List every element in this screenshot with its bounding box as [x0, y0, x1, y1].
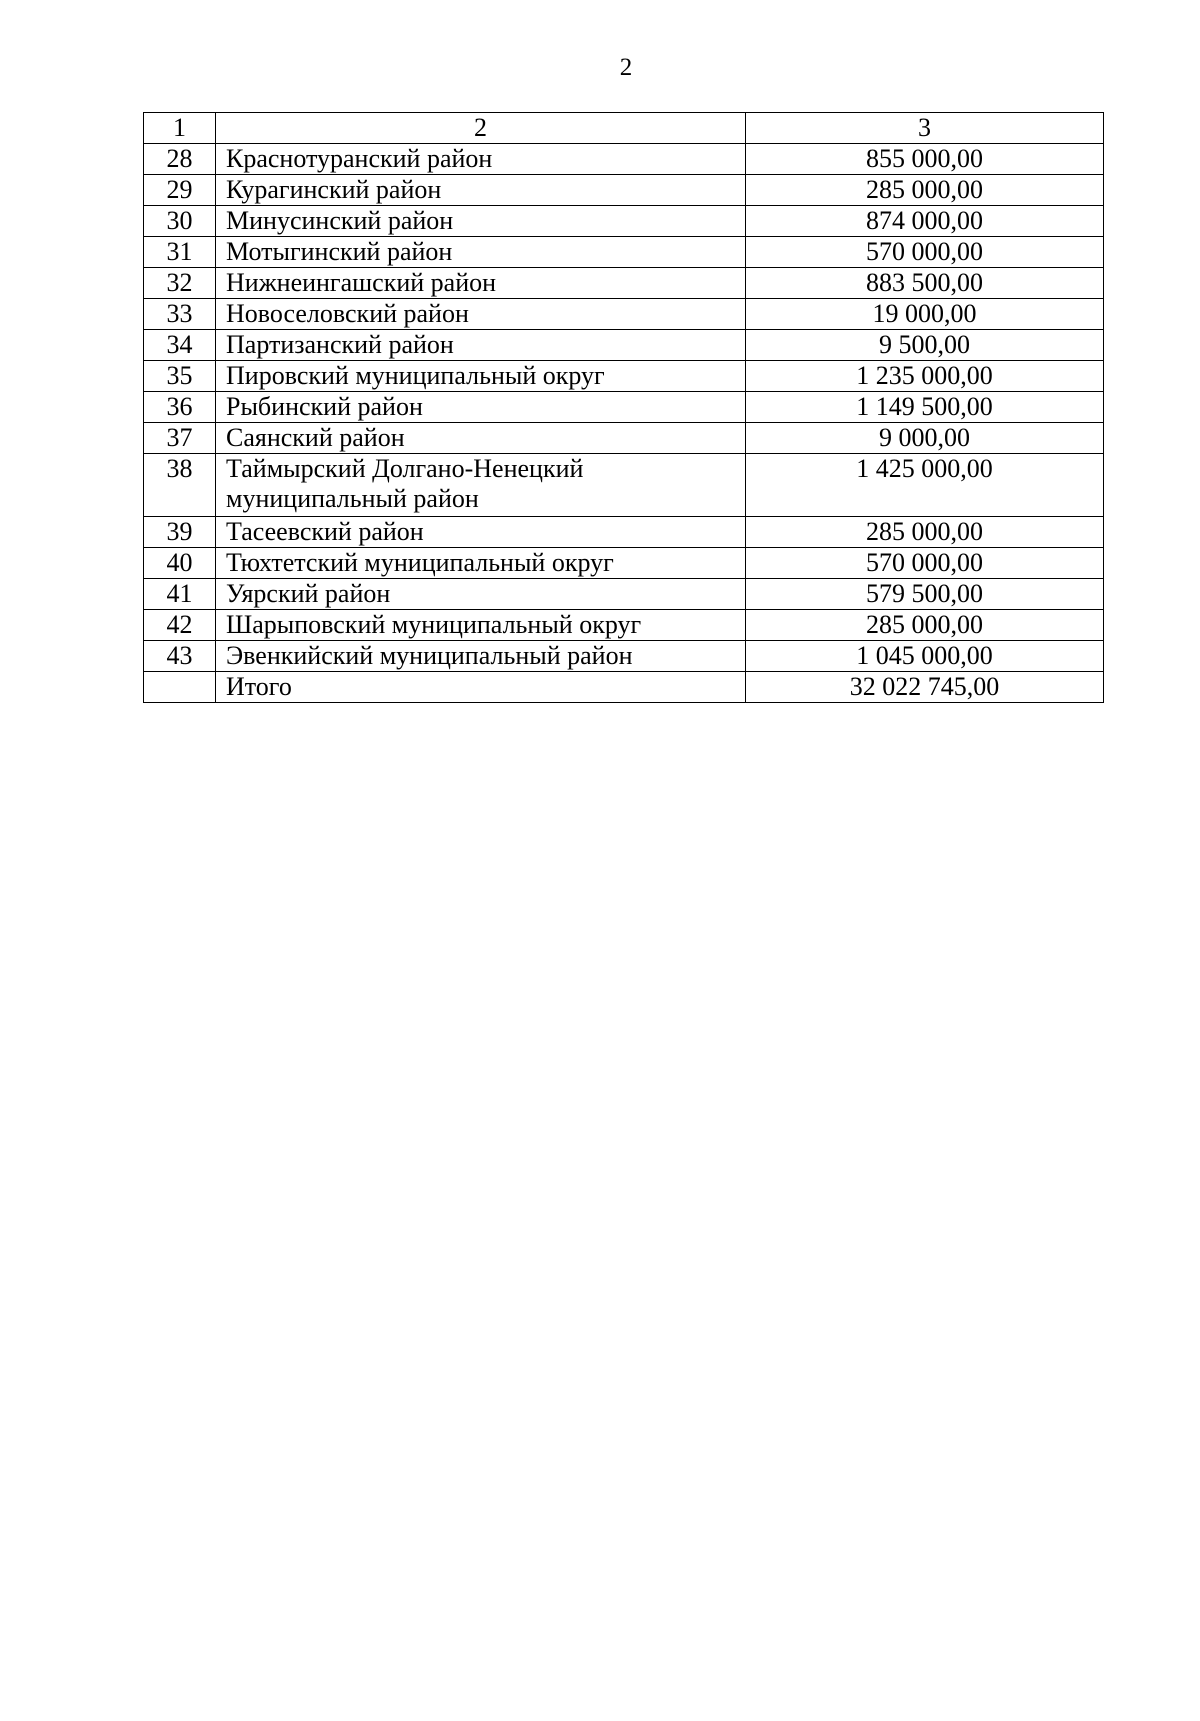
amount-value: 1 235 000,00	[746, 361, 1104, 392]
amount-value: 285 000,00	[746, 175, 1104, 206]
amount-value: 1 149 500,00	[746, 392, 1104, 423]
table-row	[144, 517, 1104, 548]
total-label: Итого	[216, 672, 746, 703]
table-row	[144, 299, 1104, 330]
allocation-table	[143, 112, 1104, 703]
amount-value: 579 500,00	[746, 579, 1104, 610]
table-row	[144, 237, 1104, 268]
amount-value: 9 000,00	[746, 423, 1104, 454]
table-header-row	[144, 113, 1104, 144]
row-number: 29	[144, 175, 216, 206]
amount-value: 285 000,00	[746, 610, 1104, 641]
total-row-number	[144, 672, 216, 703]
amount-value: 19 000,00	[746, 299, 1104, 330]
district-name: Нижнеингашский район	[216, 268, 746, 299]
table-row	[144, 361, 1104, 392]
table-row	[144, 641, 1104, 672]
table-row	[144, 175, 1104, 206]
district-name: Тюхтетский муниципальный округ	[216, 548, 746, 579]
column-header-3: 3	[746, 113, 1104, 144]
row-number: 28	[144, 144, 216, 175]
table-row	[144, 206, 1104, 237]
table-row	[144, 610, 1104, 641]
table-row	[144, 268, 1104, 299]
page-number: 2	[619, 54, 633, 81]
row-number: 39	[144, 517, 216, 548]
amount-value: 874 000,00	[746, 206, 1104, 237]
district-name: Курагинский район	[216, 175, 746, 206]
row-number: 41	[144, 579, 216, 610]
table-row	[144, 144, 1104, 175]
district-name: Саянский район	[216, 423, 746, 454]
district-name: Тасеевский район	[216, 517, 746, 548]
table-row	[144, 330, 1104, 361]
table-row	[144, 454, 1104, 517]
table-row	[144, 548, 1104, 579]
row-number: 40	[144, 548, 216, 579]
total-amount: 32 022 745,00	[746, 672, 1104, 703]
amount-value: 285 000,00	[746, 517, 1104, 548]
district-name: Таймырский Долгано-Ненецкий муниципальный район	[216, 454, 746, 517]
amount-value: 9 500,00	[746, 330, 1104, 361]
amount-value: 1 425 000,00	[746, 454, 1104, 517]
amount-value: 883 500,00	[746, 268, 1104, 299]
table-row	[144, 423, 1104, 454]
column-header-2: 2	[216, 113, 746, 144]
column-header-1: 1	[144, 113, 216, 144]
row-number: 37	[144, 423, 216, 454]
district-name: Эвенкийский муниципальный район	[216, 641, 746, 672]
row-number: 34	[144, 330, 216, 361]
row-number: 38	[144, 454, 216, 517]
district-name: Уярский район	[216, 579, 746, 610]
amount-value: 1 045 000,00	[746, 641, 1104, 672]
row-number: 33	[144, 299, 216, 330]
district-name: Пировский муниципальный округ	[216, 361, 746, 392]
total-row	[144, 672, 1104, 703]
row-number: 31	[144, 237, 216, 268]
row-number: 32	[144, 268, 216, 299]
amount-value: 570 000,00	[746, 548, 1104, 579]
district-name: Партизанский район	[216, 330, 746, 361]
row-number: 30	[144, 206, 216, 237]
amount-value: 855 000,00	[746, 144, 1104, 175]
district-name: Краснотуранский район	[216, 144, 746, 175]
row-number: 36	[144, 392, 216, 423]
district-name: Рыбинский район	[216, 392, 746, 423]
district-name: Мотыгинский район	[216, 237, 746, 268]
row-number: 42	[144, 610, 216, 641]
row-number: 35	[144, 361, 216, 392]
row-number: 43	[144, 641, 216, 672]
district-name: Новоселовский район	[216, 299, 746, 330]
district-name: Шарыповский муниципальный округ	[216, 610, 746, 641]
district-name: Минусинский район	[216, 206, 746, 237]
amount-value: 570 000,00	[746, 237, 1104, 268]
table-row	[144, 579, 1104, 610]
table-row	[144, 392, 1104, 423]
